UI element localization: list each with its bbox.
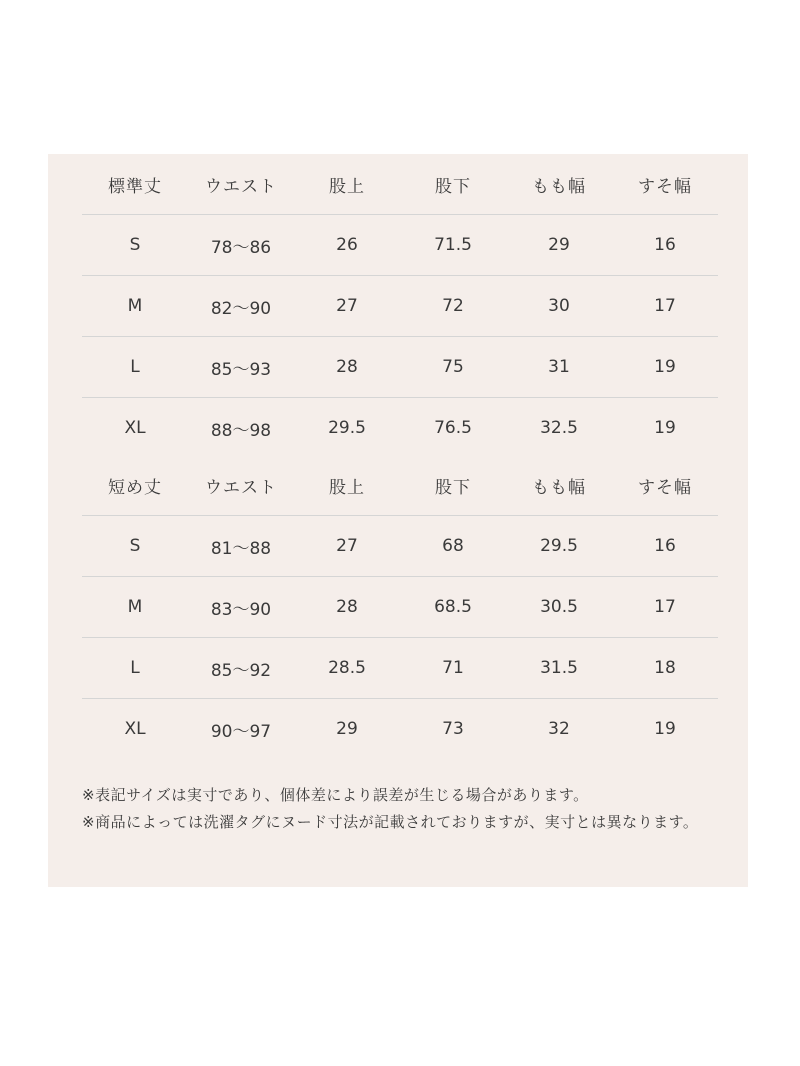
size-cell: S (129, 536, 141, 556)
inseam-cell: 71 (442, 658, 464, 678)
rise-cell: 27 (336, 296, 358, 316)
hem-width-cell: 16 (654, 536, 676, 556)
waist-cell: 82〜90 (210, 298, 272, 319)
size-notes (82, 782, 722, 836)
table-row (82, 516, 718, 577)
header-cell-inseam: 股下 (435, 477, 471, 498)
rise-cell: 27 (336, 536, 358, 556)
header-cell-thigh-width: もも幅 (532, 176, 586, 197)
header-cell-rise: 股上 (329, 477, 365, 498)
hem-width-cell: 17 (654, 597, 676, 617)
hem-width-cell: 16 (654, 235, 676, 255)
table-row (82, 638, 718, 699)
waist-cell: 90〜97 (210, 721, 272, 742)
size-cell: XL (124, 719, 146, 739)
thigh-width-cell: 29 (548, 235, 570, 255)
table-row (82, 215, 718, 276)
inseam-cell: 71.5 (434, 235, 472, 255)
thigh-width-cell: 30.5 (540, 597, 578, 617)
size-cell: L (130, 658, 140, 678)
waist-cell: 85〜93 (210, 359, 272, 380)
inseam-cell: 72 (442, 296, 464, 316)
table-row (82, 699, 718, 759)
header-cell-hem-width: すそ幅 (638, 176, 692, 197)
waist-cell: 83〜90 (210, 599, 272, 620)
thigh-width-cell: 32 (548, 719, 570, 739)
thigh-width-cell: 31 (548, 357, 570, 377)
waist-cell: 88〜98 (210, 420, 272, 441)
waist-cell: 85〜92 (210, 660, 272, 681)
inseam-cell: 68 (442, 536, 464, 556)
hem-width-cell: 18 (654, 658, 676, 678)
hem-width-cell: 17 (654, 296, 676, 316)
hem-width-cell: 19 (654, 418, 676, 438)
header-cell-thigh-width: もも幅 (532, 477, 586, 498)
header-cell-length-type: 標準丈 (108, 176, 162, 197)
inseam-cell: 75 (442, 357, 464, 377)
short-length-table (82, 455, 718, 759)
header-cell-waist: ウエスト (205, 477, 277, 498)
header-cell-inseam: 股下 (435, 176, 471, 197)
size-cell: M (127, 296, 143, 316)
hem-width-cell: 19 (654, 357, 676, 377)
rise-cell: 26 (336, 235, 358, 255)
table-row (82, 337, 718, 398)
header-cell-waist: ウエスト (205, 176, 277, 197)
table-header-row (82, 154, 718, 215)
inseam-cell: 76.5 (434, 418, 472, 438)
rise-cell: 29 (336, 719, 358, 739)
header-cell-hem-width: すそ幅 (638, 477, 692, 498)
size-cell: XL (124, 418, 146, 438)
rise-cell: 28.5 (328, 658, 366, 678)
size-cell: L (130, 357, 140, 377)
size-chart-panel (48, 154, 748, 887)
hem-width-cell: 19 (654, 719, 676, 739)
table-row (82, 577, 718, 638)
rise-cell: 29.5 (328, 418, 366, 438)
table-header-row (82, 455, 718, 516)
header-cell-length-type: 短め丈 (108, 477, 162, 498)
rise-cell: 28 (336, 357, 358, 377)
thigh-width-cell: 29.5 (540, 536, 578, 556)
size-cell: M (127, 597, 143, 617)
rise-cell: 28 (336, 597, 358, 617)
standard-length-table (82, 154, 718, 458)
size-cell: S (129, 235, 141, 255)
inseam-cell: 68.5 (434, 597, 472, 617)
table-row (82, 276, 718, 337)
thigh-width-cell: 31.5 (540, 658, 578, 678)
thigh-width-cell: 30 (548, 296, 570, 316)
note-measurement-disclaimer: ※表記サイズは実寸であり、個体差により誤差が生じる場合があります。 (82, 786, 589, 804)
inseam-cell: 73 (442, 719, 464, 739)
header-cell-rise: 股上 (329, 176, 365, 197)
table-row (82, 398, 718, 458)
waist-cell: 78〜86 (210, 237, 272, 258)
thigh-width-cell: 32.5 (540, 418, 578, 438)
note-care-tag-disclaimer: ※商品によっては洗濯タグにヌード寸法が記載されておりますが、実寸とは異なります。 (82, 813, 699, 831)
waist-cell: 81〜88 (210, 538, 272, 559)
